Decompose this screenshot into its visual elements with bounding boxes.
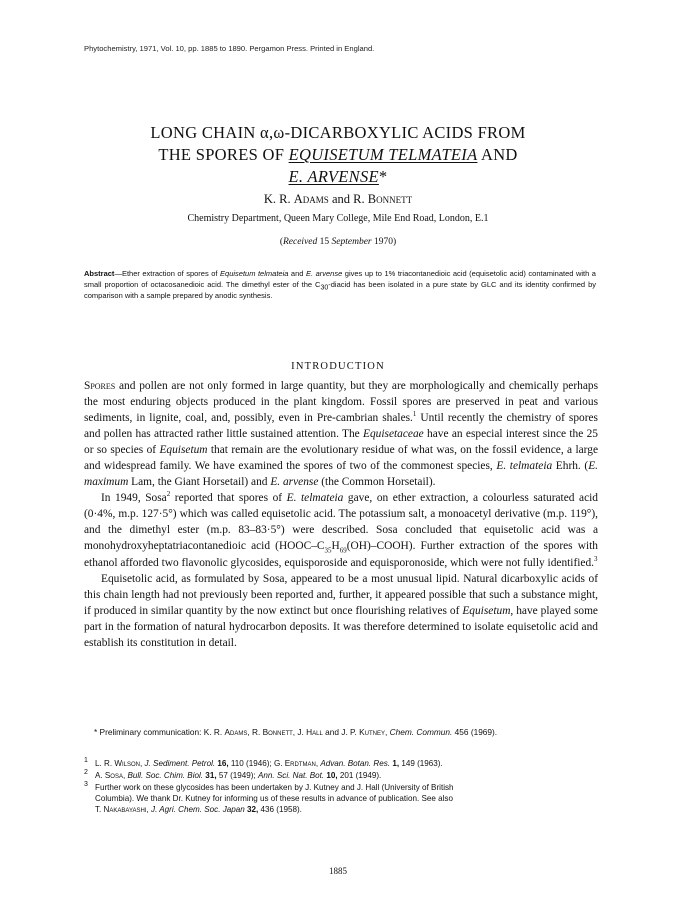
author-line: K. R. Adams and R. Bonnett (263, 192, 413, 206)
title-species-telmateia: EQUISETUM TELMATEIA (288, 145, 478, 164)
journal-citation-line: Phytochemistry, 1971, Vol. 10, pp. 1885 to 1890. Pergamon Press. Printed in England. (84, 44, 375, 53)
received-date: (Received 15 September 1970) (279, 237, 397, 247)
article-title-line-3: E. ARVENSE* (288, 167, 388, 186)
title-species-arvense: E. ARVENSE (288, 167, 379, 186)
footnote-preliminary: * Preliminary communication: K. R. Adams, R. Bonnett, J. Hall and J. P. Kutney, Chem. Commun. 456 (1969). (94, 727, 498, 737)
paragraph-2: In 1949, Sosa$^2$ reported that spores of E. telmateia gave, on ether extraction, a colourless saturated acid (0·4%, m.p. 127·5°) which was called equisetolic acid. The potassium salt, a monoacetyl derivative (m.p. 119°), and the dimethyl ester (m.p. 83–83·5°) were described. Sosa concluded that equisetolic acid was a monohydroxyheptatriacontanedioic acid $(HOOC-C_{35}H_{69}(OH)-COOH)$. Further extraction of the spores with ethanol afforded two flavonolic glycosides, equisporoside and equisporonoside, which were not fully identified.$^3$ (84, 490, 598, 569)
body-text (84, 378, 598, 651)
citation-2: 2 (166, 490, 171, 499)
article-title-line-1: LONG CHAIN α,ω-DICARBOXYLIC ACIDS FROM (150, 123, 526, 142)
citation-1: 1 (412, 410, 417, 419)
paragraph-3: Equisetolic acid, as formulated by Sosa, appeared to be a most unusual lipid. Natural dicarboxylic acids of this chain length had not previously been reported and, further, it appeared possible that such a substance might, if produced in similar quantity by the now extinct but once flourishing relatives of Equisetum, have played some part in the formation of natural hydrocarbon deposits. It was therefore determined to isolate equisetolic acid and establish its constitution in detail. (84, 572, 598, 649)
author-adams: Adams (293, 192, 329, 206)
footnote-1: $^1$ L. R. Wilson, J. Sediment. Petrol. 16, 110 (1946); G. Erdtman, Advan. Botan. Res. 1, 149 (1963). (84, 757, 443, 768)
page-number: 1885 (329, 866, 347, 876)
footnote-3: $^3$ Further work on these glycosides has been undertaken by J. Kutney and J. Hall (University of British Columbia). We thank Dr. Kutney for informing us of these results in advance of publication. See also T. Nakabayashi, J. Agri. Chem. Soc. Japan 32, 436 (1958). (84, 781, 454, 815)
section-heading-introduction: INTRODUCTION (291, 361, 385, 372)
footnote-2: $^2$ A. Sosa, Bull. Soc. Chim. Biol. 31, 57 (1949); Ann. Sci. Nat. Bot. 10, 201 (1949). (84, 769, 382, 780)
paragraph-1: Spores and pollen are not only formed in large quantity, but they are morphologically and chemically perhaps the most enduring objects produced in the plant kingdom. Fossil spores are preserved in peat and various sediments, in lignite, coal, and, possibly, even in Pre-cambrian shales.$^1$ Until recently the chemistry of spores and pollen has attracted rather little sustained attention. The Equisetaceae have an especial interest since the 25 or so species of Equisetum that remain are the evolutionary residue of what was, on the fossil evidence, a large and widespread family. We have examined the spores of two of the commonest species, E. telmateia Ehrh. (E. maximum Lam, the Giant Horsetail) and E. arvense (the Common Horsetail). (84, 380, 599, 489)
affiliation: Chemistry Department, Queen Mary College, Mile End Road, London, E.1 (187, 213, 489, 224)
abstract: Abstract—Ether extraction of spores of Equisetum telmateia and E. arvense gives up to 1% triacontanedioic acid (equisetolic acid) contaminated with a small proportion of octacosanedioic acid. The dimethyl ester of the $C_{30}$-diacid has been isolated in a pure state by GLC and its identity confirmed by comparison with a sample prepared by anodic synthesis. (84, 269, 596, 300)
abstract-label: Abstract (84, 269, 115, 278)
author-bonnett: Bonnett (367, 192, 413, 206)
citation-3: 3 (594, 554, 598, 563)
article-title-line-2: THE SPORES OF EQUISETUM TELMATEIA AND (158, 145, 518, 164)
